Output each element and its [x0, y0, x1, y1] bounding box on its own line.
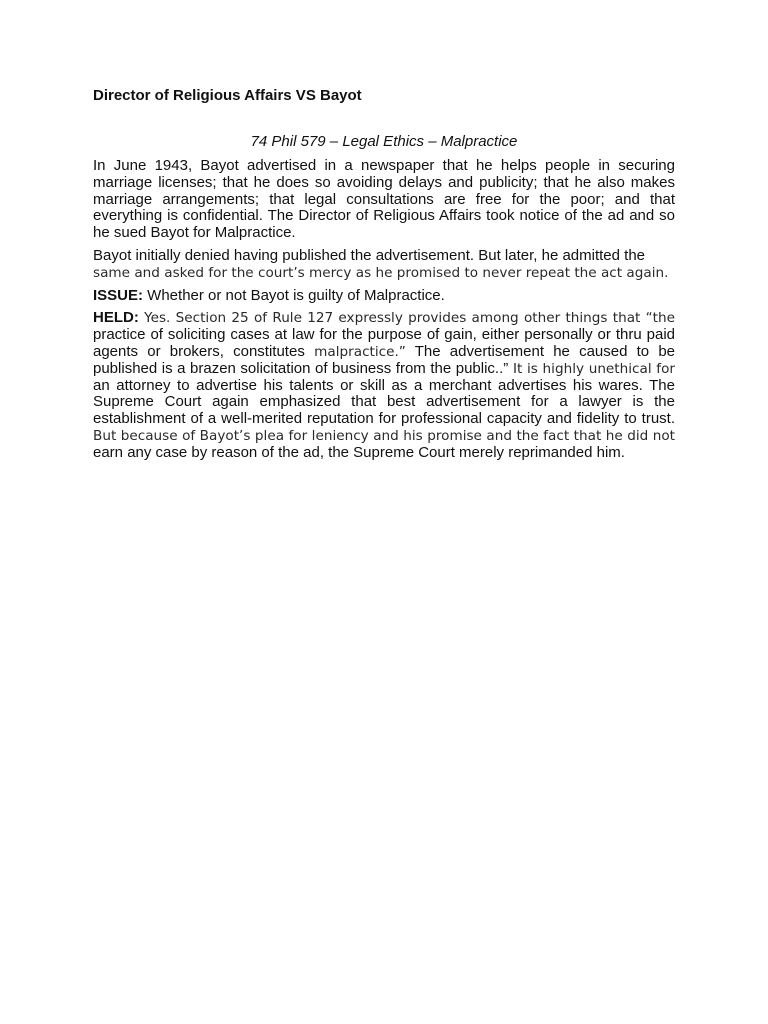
held-text-7: But because of Bayot’s plea for leniency and his promise and the fact that he did not: [93, 427, 675, 444]
denial-text-1: Bayot initially denied having published the advertisement. But later, he admitted the: [93, 246, 646, 264]
denial-paragraph: [93, 248, 675, 282]
case-citation: 74 Phil 579 – Legal Ethics – Malpractice: [250, 133, 518, 150]
issue-paragraph: [93, 288, 675, 305]
held-text-4: The advertisement he caused to be published is a brazen solicitation of business from the public..”: [93, 342, 676, 377]
held-label: HELD:: [93, 309, 139, 327]
issue-text: Whether or not Bayot is guilty of Malpractice.: [143, 286, 445, 304]
document-page: [93, 86, 675, 468]
held-text-1: Yes. Section 25 of Rule 127 expressly provides among other things that “the: [138, 310, 675, 327]
held-text-5: It is highly unethical for: [508, 360, 675, 377]
case-title: Director of Religious Affairs VS Bayot: [93, 87, 362, 104]
held-text-3: malpractice.”: [304, 343, 406, 360]
held-paragraph: [93, 310, 675, 461]
denial-text-2: same and asked for the court’s mercy as he promised to never repeat the act again.: [93, 264, 669, 281]
held-text-6: an attorney to advertise his talents or skill as a merchant advertises his wares. The Supreme Court again emphasized that best advertisement for a lawyer is the establishment of a well-merited reputation for professional capacity and fidelity to trust.: [93, 376, 675, 428]
held-text-8: earn any case by reason of the ad, the Supreme Court merely reprimanded him.: [93, 443, 625, 461]
facts-paragraph: In June 1943, Bayot advertised in a newspaper that he helps people in securing marriage licenses; that he does so avoiding delays and publicity; that he also makes marriage arrangements; that legal consultations are free for the poor; and that everything is confidential. The Director of Religious Affairs took notice of the ad and so he sued Bayot for Malpractice.: [93, 157, 675, 242]
held-text-2: practice of soliciting cases at law for the purpose of gain, either personally or thru paid agents or brokers, constitutes: [93, 326, 675, 360]
issue-label: ISSUE:: [93, 286, 144, 304]
